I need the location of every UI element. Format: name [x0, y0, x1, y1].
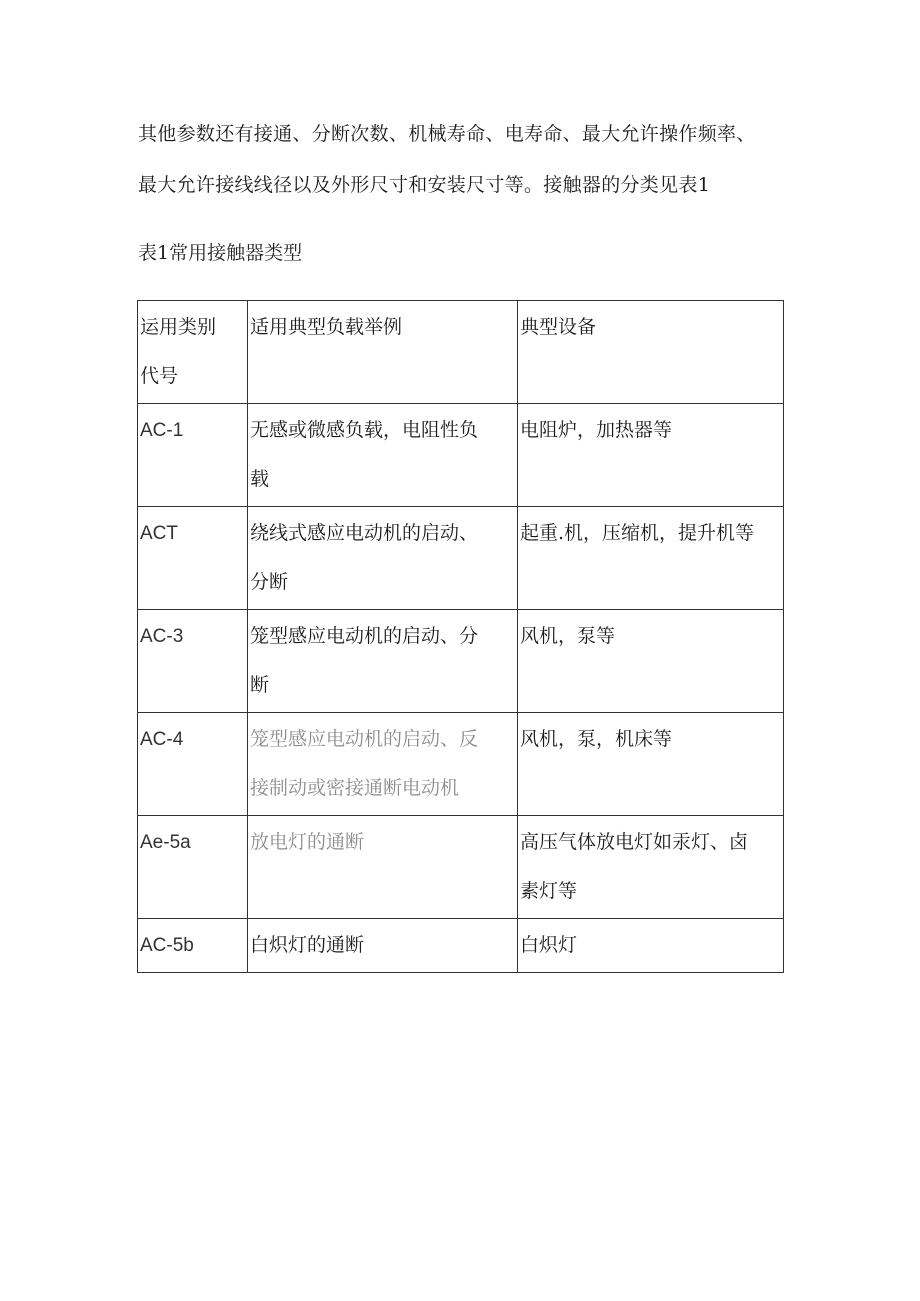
- code-value: AC-3: [140, 626, 184, 647]
- code-cell: [138, 507, 248, 610]
- device-line-2: 素灯等: [520, 880, 578, 902]
- load-cell: [248, 610, 518, 713]
- intro-line-2: 最大允许接线线径以及外形尺寸和安装尺寸等。接触器的分类见表1: [138, 174, 711, 196]
- load-cell: [248, 713, 518, 816]
- load-line-1: 白炽灯的通断: [250, 934, 365, 956]
- code-cell: [138, 404, 248, 507]
- device-line-1: 风机，泵等: [520, 625, 616, 647]
- table-row: [138, 507, 784, 610]
- load-line-2: 接制动或密接通断电动机: [250, 777, 460, 799]
- table-row: [138, 713, 784, 816]
- device-line-1: 起重.机，压缩机，提升机等: [520, 522, 755, 544]
- device-line-1: 风机，泵，机床等: [520, 728, 673, 750]
- device-cell: [518, 919, 784, 973]
- header-code-cell: [138, 301, 248, 404]
- code-value: AC-1: [140, 420, 184, 441]
- header-load-cell: [248, 301, 518, 404]
- table-row: [138, 404, 784, 507]
- code-value: AC-5b: [140, 935, 194, 956]
- header-device-label: 典型设备: [520, 316, 597, 338]
- code-cell: [138, 610, 248, 713]
- table-header-row: [138, 301, 784, 404]
- contactor-types-table: [137, 300, 784, 973]
- load-cell: [248, 919, 518, 973]
- load-line-1: 无感或微感负载，电阻性负: [250, 419, 479, 441]
- code-value: Ae-5a: [140, 832, 191, 853]
- intro-line-1: 其他参数还有接通、分断次数、机械寿命、电寿命、最大允许操作频率、: [138, 123, 756, 145]
- table-row: [138, 919, 784, 973]
- load-cell: [248, 404, 518, 507]
- device-line-1: 高压气体放电灯如汞灯、卤: [520, 831, 749, 853]
- device-line-1: 白炽灯: [520, 934, 578, 956]
- load-line-1: 笼型感应电动机的启动、分: [250, 625, 479, 647]
- load-line-1: 笼型感应电动机的启动、反: [250, 728, 479, 750]
- code-cell: [138, 816, 248, 919]
- load-line-2: 分断: [250, 571, 289, 593]
- load-line-2: 载: [250, 468, 270, 490]
- code-value: AC-4: [140, 729, 184, 750]
- device-cell: [518, 610, 784, 713]
- load-line-1: 绕线式感应电动机的启动、: [250, 522, 479, 544]
- device-cell: [518, 816, 784, 919]
- header-load-label: 适用典型负载举例: [250, 316, 403, 338]
- table-caption: 表1常用接触器类型: [138, 242, 303, 264]
- header-code-line-1: 运用类别: [140, 316, 217, 338]
- table-row: [138, 610, 784, 713]
- load-line-1: 放电灯的通断: [250, 831, 365, 853]
- load-cell: [248, 816, 518, 919]
- code-value: ACT: [140, 523, 178, 544]
- header-device-cell: [518, 301, 784, 404]
- code-cell: [138, 713, 248, 816]
- device-cell: [518, 404, 784, 507]
- load-line-2: 断: [250, 674, 270, 696]
- device-line-1: 电阻炉，加热器等: [520, 419, 673, 441]
- device-cell: [518, 713, 784, 816]
- header-code-line-2: 代号: [140, 365, 179, 387]
- code-cell: [138, 919, 248, 973]
- device-cell: [518, 507, 784, 610]
- load-cell: [248, 507, 518, 610]
- table-row: [138, 816, 784, 919]
